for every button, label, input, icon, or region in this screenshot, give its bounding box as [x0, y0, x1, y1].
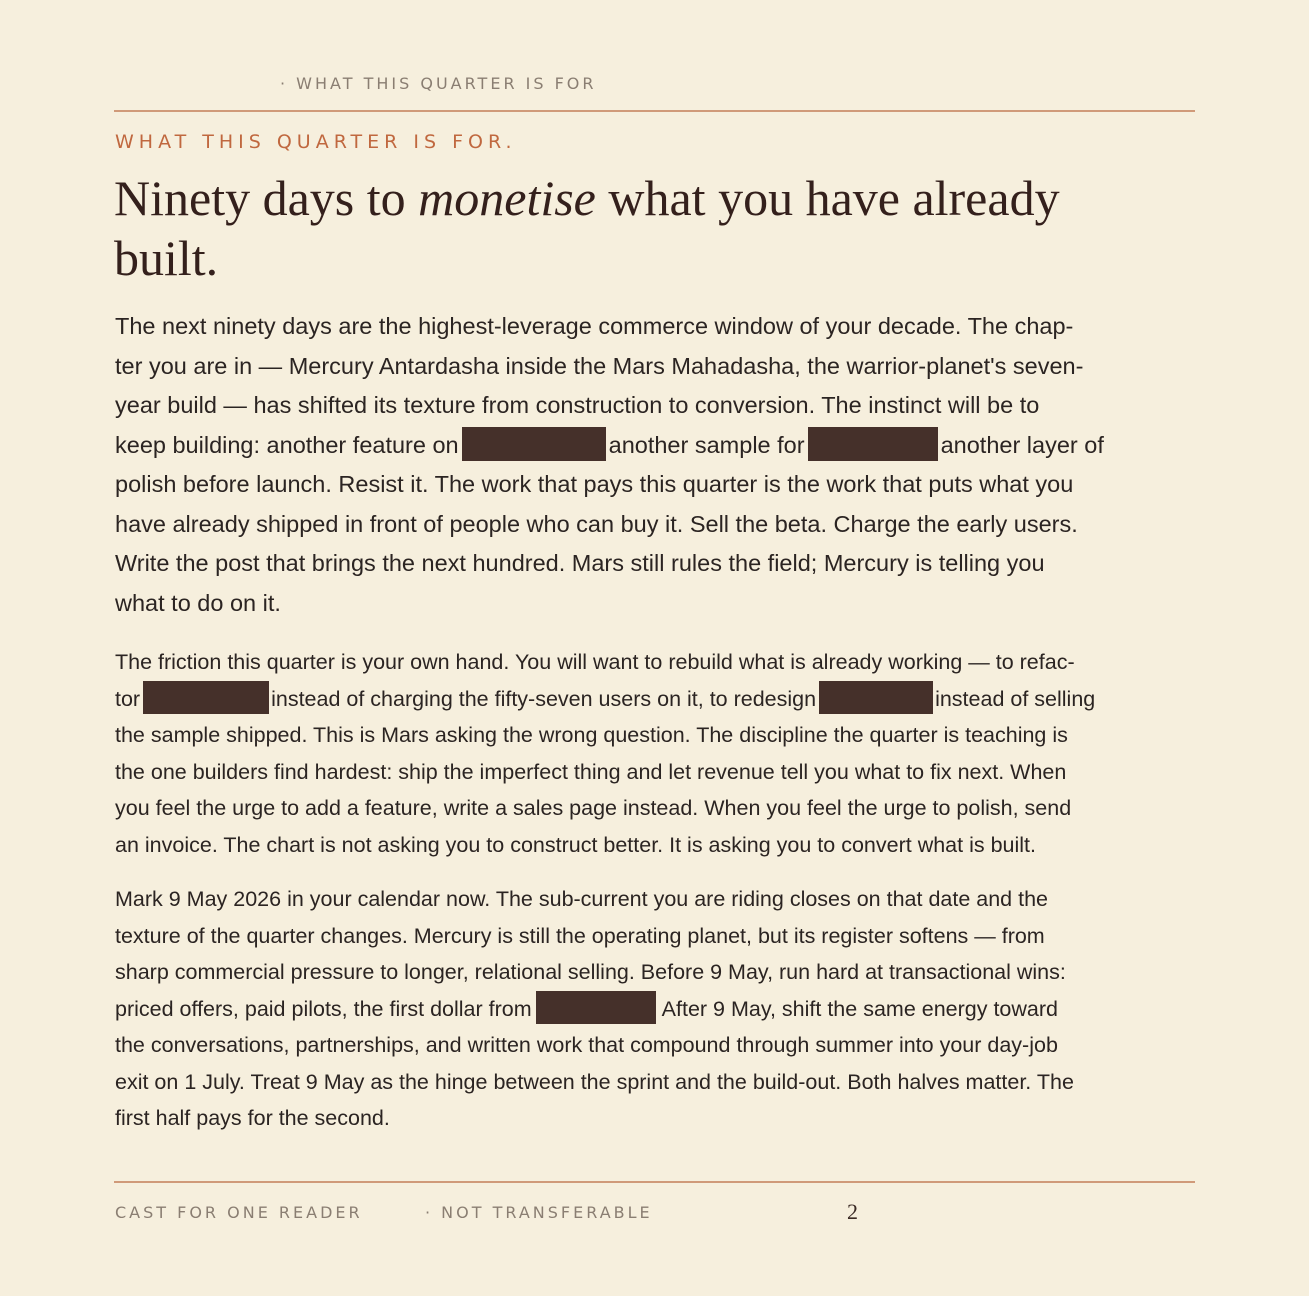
paragraph-line: The next ninety days are the highest-leverage commerce window of your decade. The chap-	[115, 313, 1074, 339]
text-segment: keep building: another feature on	[115, 431, 459, 458]
footer-credit: CAST FOR ONE READER	[115, 1203, 363, 1222]
text-segment: another layer of	[940, 431, 1104, 458]
paragraph-line: what to do on it.	[115, 589, 281, 616]
section-kicker: WHAT THIS QUARTER IS FOR.	[115, 131, 517, 153]
paragraph-line: an invoice. The chart is not asking you to construct better. It is asking you to convert what is built.	[115, 832, 1036, 857]
paragraph-line: sharp commercial pressure to longer, relational selling. Before 9 May, run hard at transactional wins:	[115, 960, 1066, 984]
paragraph-line: The friction this quarter is your own hand. You will want to rebuild what is already working — to refac-	[115, 650, 1075, 674]
redaction-block	[143, 681, 269, 714]
paragraph-1	[115, 307, 1195, 623]
paragraph-line: exit on 1 July. Treat 9 May as the hinge between the sprint and the build-out. Both halves matter. The	[115, 1069, 1074, 1094]
text-segment: After 9 May, shift the same energy toward	[661, 996, 1058, 1021]
text-segment: instead of charging the fifty-seven users on it, to redesign	[271, 686, 817, 711]
title-emphasis: monetise	[418, 170, 596, 226]
text-segment: instead of selling	[935, 686, 1096, 711]
paragraph-line: first half pays for the second.	[115, 1106, 390, 1130]
header-rule	[114, 110, 1195, 112]
paragraph-line: polish before launch. Resist it. The work that pays this quarter is the work that puts what you	[115, 471, 1074, 497]
page-title	[114, 168, 1114, 288]
title-part-2: what you have already	[595, 170, 1060, 226]
paragraph-line-redacted	[115, 991, 1195, 1028]
paragraph-line: Write the post that brings the next hundred. Mars still rules the field; Mercury is telling you	[115, 550, 1045, 576]
paragraph-line: you feel the urge to add a feature, write a sales page instead. When you feel the urge to polish, send	[115, 796, 1072, 820]
paragraph-2	[115, 644, 1195, 863]
paragraph-line-redacted	[115, 681, 1195, 718]
footer-notice: · NOT TRANSFERABLE	[425, 1203, 653, 1222]
redaction-block	[536, 991, 656, 1024]
redaction-block	[462, 427, 606, 461]
text-segment: another sample for	[608, 431, 805, 458]
paragraph-line: have already shipped in front of people who can buy it. Sell the beta. Charge the early users.	[115, 510, 1078, 537]
paragraph-line: texture of the quarter changes. Mercury is still the operating planet, but its register softens — from	[115, 923, 1045, 948]
running-head: · WHAT THIS QUARTER IS FOR	[280, 74, 597, 93]
paragraph-line: year build — has shifted its texture from construction to conversion. The instinct will be to	[115, 392, 1040, 418]
title-part-1: Ninety days to	[114, 170, 419, 226]
paragraph-line: the sample shipped. This is Mars asking the wrong question. The discipline the quarter is teaching is	[115, 723, 1068, 747]
paragraph-line: ter you are in — Mercury Antardasha inside the Mars Mahadasha, the warrior-planet's seven-	[115, 352, 1084, 379]
text-segment: priced offers, paid pilots, the first dollar from	[115, 996, 532, 1021]
paragraph-line: Mark 9 May 2026 in your calendar now. The sub-current you are riding closes on that date and the	[115, 887, 1049, 911]
redaction-block	[808, 427, 938, 461]
paragraph-3	[115, 881, 1195, 1137]
paragraph-line: the conversations, partnerships, and written work that compound through summer into your day-job	[115, 1033, 1058, 1057]
redaction-block	[819, 681, 933, 714]
text-segment: tor	[115, 686, 141, 711]
footer-rule	[114, 1181, 1195, 1183]
paragraph-line: the one builders find hardest: ship the imperfect thing and let revenue tell you what to fix next. When	[115, 759, 1067, 784]
paragraph-line-redacted	[115, 426, 1195, 466]
page-number: 2	[847, 1199, 858, 1224]
title-part-3: built.	[114, 230, 219, 286]
